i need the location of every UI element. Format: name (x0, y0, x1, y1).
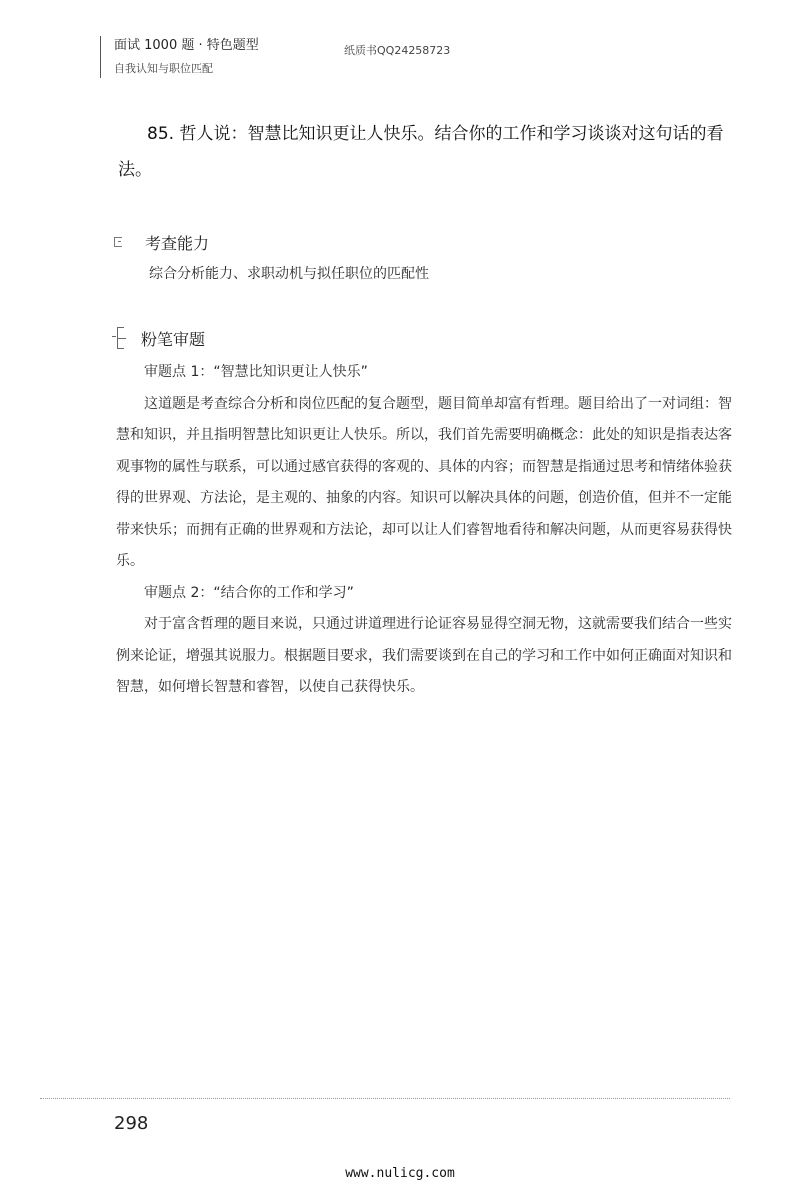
header-watermark: 纸质书QQ24258723 (344, 44, 451, 57)
header-rule (100, 36, 101, 78)
ability-heading-row (112, 229, 752, 255)
analysis-point-1: 审题点 1：“智慧比知识更让人快乐” (144, 364, 368, 380)
header-title: 面试 1000 题 · 特色题型 (114, 38, 259, 53)
footer-divider (40, 1098, 730, 1100)
page-number: 298 (114, 1113, 149, 1134)
ability-heading: 考查能力 (145, 233, 210, 253)
analysis-heading-section (112, 325, 752, 351)
ability-section (112, 229, 752, 283)
square-bracket-icon (114, 237, 122, 247)
analysis-paragraph-2: 对于富含哲理的题目来说，只通过讲道理进行论证容易显得空洞无物，这就需要我们结合一些实例来论证，增强其说服力。根据题目要求，我们需要谈到在自己的学习和工作中如何正确面对知识和智慧，如何增长智慧和睿智，以使自己获得快乐。 (116, 616, 732, 695)
analysis-paragraph-1: 这道题是考查综合分析和岗位匹配的复合题型，题目简单却富有哲理。题目给出了一对词组：智慧和知识，并且指明智慧比知识更让人快乐。所以，我们首先需要明确概念：此处的知识是指表达客观事物的属性与联系，可以通过感官获得的客观的、具体的内容；而智慧是指通过思考和情绪体验获得的世界观、方法论，是主观的、抽象的内容。知识可以解决具体的问题，创造价值，但并不一定能带来快乐；而拥有正确的世界观和方法论，却可以让人们睿智地看待和解决问题，从而更容易获得快乐。 (116, 395, 732, 569)
footer-url: www.nulicg.com (345, 1166, 455, 1181)
header-subtitle: 自我认知与职位匹配 (114, 62, 213, 75)
analysis-body (116, 357, 732, 704)
running-header (100, 34, 700, 84)
ability-text: 综合分析能力、求职动机与拟任职位的匹配性 (149, 266, 429, 282)
analysis-heading: 粉笔审题 (141, 329, 206, 349)
analysis-point-2: 审题点 2：“结合你的工作和学习” (144, 584, 354, 601)
chalk-icon (112, 327, 126, 349)
analysis-heading-row (112, 325, 752, 351)
question-text: 85. 哲人说：智慧比知识更让人快乐。结合你的工作和学习谈谈对这句话的看法。 (118, 124, 724, 180)
